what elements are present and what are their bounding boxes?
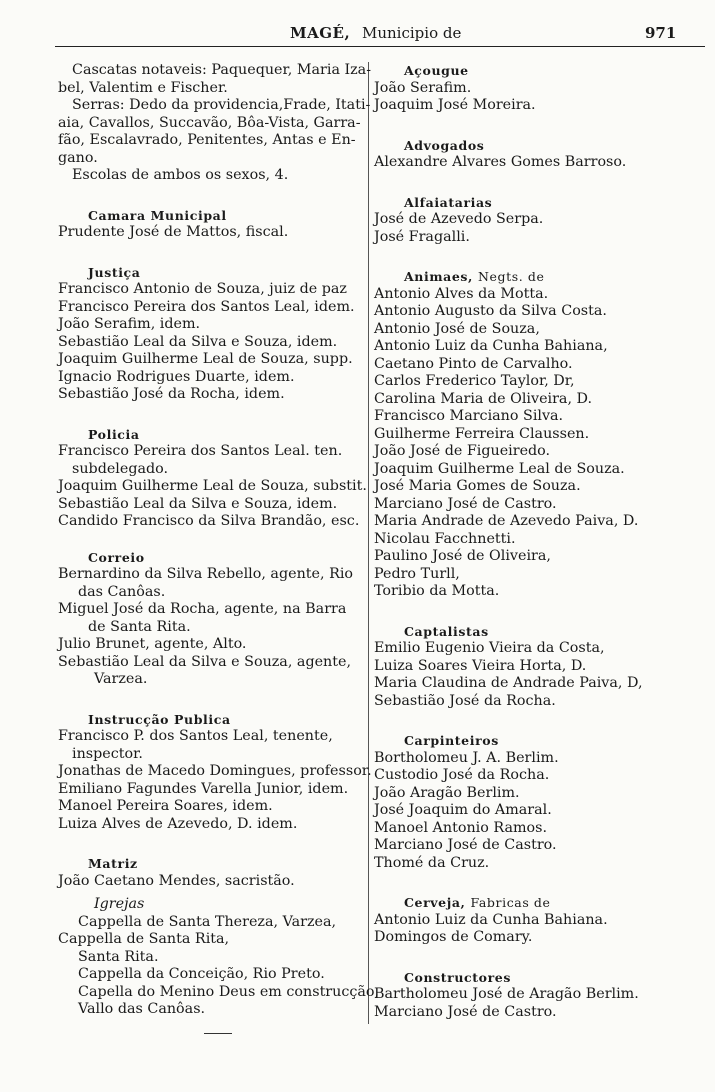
section-heading — [374, 894, 674, 912]
text-line: Sebastião Leal da Silva e Souza, agente, — [58, 653, 352, 670]
text-line: Bernardino da Silva Rebello, agente, Rio — [58, 566, 354, 582]
text-line: Serras: Dedo da providencia,Frade, Itati- — [72, 97, 371, 113]
page-number: 971 — [645, 24, 677, 42]
text-line: Thomé da Cruz. — [374, 854, 490, 871]
text-line: Julio Brunet, agente, Alto. — [58, 636, 247, 652]
text-line: subdelegado. — [72, 460, 169, 477]
text-line: Paulino José de Oliveira, — [374, 548, 551, 564]
text-line: Cappella de Santa Rita, — [58, 931, 230, 947]
text-line: João José de Figueiredo. — [374, 443, 551, 459]
section-heading: Advogados — [404, 137, 485, 153]
header-rule — [55, 46, 705, 47]
section-heading — [374, 268, 674, 286]
subsection-heading: Igrejas — [94, 896, 145, 912]
text-line: Maria Andrade de Azevedo Paiva, D. — [374, 513, 639, 529]
text-line: Capella do Menino Deus em construcção, — [78, 983, 380, 1000]
text-line: Prudente José de Mattos, fiscal. — [58, 224, 289, 240]
text-line: das Canôas. — [78, 583, 166, 600]
section-heading-main: Cerveja, — [404, 895, 466, 910]
text-line: Maria Claudina de Andrade Paiva, D, — [374, 675, 643, 691]
text-line: Francisco Pereira dos Santos Leal, idem. — [58, 298, 355, 315]
section-heading: Policia — [88, 426, 140, 442]
text-line: Candido Francisco da Silva Brandão, esc. — [58, 513, 360, 529]
text-line: Joaquim Guilherme Leal de Souza. — [374, 460, 625, 477]
text-line: Toribio da Motta. — [374, 583, 500, 599]
page-subtitle: Municipio de — [362, 24, 462, 42]
text-line: Manoel Antonio Ramos. — [374, 819, 548, 836]
text-line: Francisco Pereira dos Santos Leal. ten. — [58, 443, 343, 459]
text-line: José Maria Gomes de Souza. — [374, 478, 581, 494]
text-line: Joaquim Guilherme Leal de Souza, substit. — [58, 478, 367, 494]
section-heading: Correio — [88, 549, 145, 565]
text-line: Luiza Soares Vieira Horta, D. — [374, 657, 587, 674]
text-line: Bortholomeu J. A. Berlim. — [374, 749, 559, 766]
text-line: Marciano José de Castro. — [374, 837, 557, 853]
text-line: fão, Escalavrado, Penitentes, Antas e En- — [58, 132, 356, 148]
text-line: Varzea. — [94, 671, 148, 687]
text-line: bel, Valentim e Fischer. — [58, 79, 228, 96]
text-line: Miguel José da Rocha, agente, na Barra — [58, 601, 347, 617]
section-heading: Açougue — [404, 63, 469, 78]
text-line: Cappella de Santa Thereza, Varzea, — [78, 913, 337, 930]
text-line: Ignacio Rodrigues Duarte, idem. — [58, 368, 295, 385]
text-line: João Serafim. — [374, 79, 472, 96]
text-line: José Fragalli. — [374, 228, 470, 245]
text-line: inspector. — [72, 745, 143, 762]
text-line: Francisco Antonio de Souza, juiz de paz — [58, 281, 347, 297]
section-heading-suffix: Negts. de — [477, 269, 545, 284]
section-heading: Camara Municipal — [88, 207, 227, 223]
text-line: Escolas de ambos os sexos, 4. — [72, 167, 289, 183]
text-line: Sebastião Leal da Silva e Souza, idem. — [58, 495, 338, 512]
section-heading: Captalistas — [404, 623, 489, 639]
text-line: Carolina Maria de Oliveira, D. — [374, 390, 593, 407]
right-column — [374, 62, 674, 1021]
text-line: Carlos Frederico Taylor, Dr, — [374, 373, 575, 389]
text-line: João Caetano Mendes, sacristão. — [58, 872, 295, 889]
section-heading-main: Animaes, — [404, 269, 474, 284]
section-heading: Matriz — [88, 856, 138, 871]
text-line: Marciano José de Castro. — [374, 495, 557, 512]
text-line: Santa Rita. — [78, 948, 159, 965]
text-line: Guilherme Ferreira Claussen. — [374, 425, 590, 442]
text-line: João Serafim, idem. — [58, 316, 201, 332]
text-line: Joaquim José Moreira. — [374, 97, 536, 113]
section-heading: Justiça — [88, 264, 141, 280]
text-line: Vallo das Canôas. — [78, 1001, 206, 1017]
text-line: Antonio Luiz da Cunha Bahiana. — [374, 911, 608, 928]
section-heading: Carpinteiros — [404, 733, 499, 748]
text-line: Antonio José de Souza, — [374, 320, 540, 337]
text-line: Alexandre Alvares Gomes Barroso. — [374, 154, 627, 170]
text-line: Domingos de Comary. — [374, 929, 533, 945]
text-line: Francisco Marciano Silva. — [374, 408, 564, 424]
text-line: Antonio Alves da Motta. — [374, 285, 549, 302]
text-line: gano. — [58, 149, 98, 166]
text-line: José Joaquim do Amaral. — [374, 802, 552, 818]
text-line: Marciano José de Castro. — [374, 1003, 557, 1020]
text-line: aia, Cavallos, Succavão, Bôa-Vista, Garra- — [58, 114, 361, 131]
text-line: Luiza Alves de Azevedo, D. idem. — [58, 815, 298, 832]
text-line: Antonio Luiz da Cunha Bahiana, — [374, 338, 608, 354]
text-line: Sebastião Leal da Silva e Souza, idem. — [58, 333, 338, 350]
text-line: de Santa Rita. — [88, 618, 191, 635]
text-line: José de Azevedo Serpa. — [374, 211, 544, 227]
page-header — [0, 22, 715, 48]
text-line: Cappella da Conceição, Rio Preto. — [78, 966, 325, 982]
text-line: Sebastião José da Rocha. — [374, 692, 556, 709]
text-line: Custodio José da Rocha. — [374, 767, 550, 783]
text-line: Jonathas de Macedo Domingues, professor. — [58, 763, 372, 779]
column-divider — [368, 62, 369, 1024]
left-column — [58, 62, 380, 1034]
text-line: Caetano Pinto de Carvalho. — [374, 355, 573, 372]
end-rule — [204, 1033, 232, 1034]
text-line: Emiliano Fagundes Varella Junior, idem. — [58, 780, 349, 797]
text-line: Antonio Augusto da Silva Costa. — [374, 303, 607, 319]
text-line: Sebastião José da Rocha, idem. — [58, 386, 285, 402]
section-heading: Alfaiatarias — [404, 194, 493, 210]
section-heading-suffix: Fabricas de — [470, 895, 551, 910]
text-line: Nicolau Facchnetti. — [374, 530, 516, 547]
section-heading: Instrucção Publica — [88, 711, 231, 727]
text-line: Francisco P. dos Santos Leal, tenente, — [58, 728, 333, 744]
text-line: Cascatas notaveis: Paquequer, Maria Iza- — [72, 62, 372, 78]
text-line: Pedro Turll, — [374, 565, 460, 582]
section-heading: Constructores — [404, 969, 511, 985]
text-line: Emilio Eugenio Vieira da Costa, — [374, 640, 605, 656]
page-title: MAGÉ, — [290, 24, 351, 42]
text-line: Joaquim Guilherme Leal de Souza, supp. — [58, 351, 353, 367]
text-line: Bartholomeu José de Aragão Berlim. — [374, 986, 639, 1002]
text-line: Manoel Pereira Soares, idem. — [58, 798, 273, 814]
text-line: João Aragão Berlim. — [374, 784, 520, 801]
